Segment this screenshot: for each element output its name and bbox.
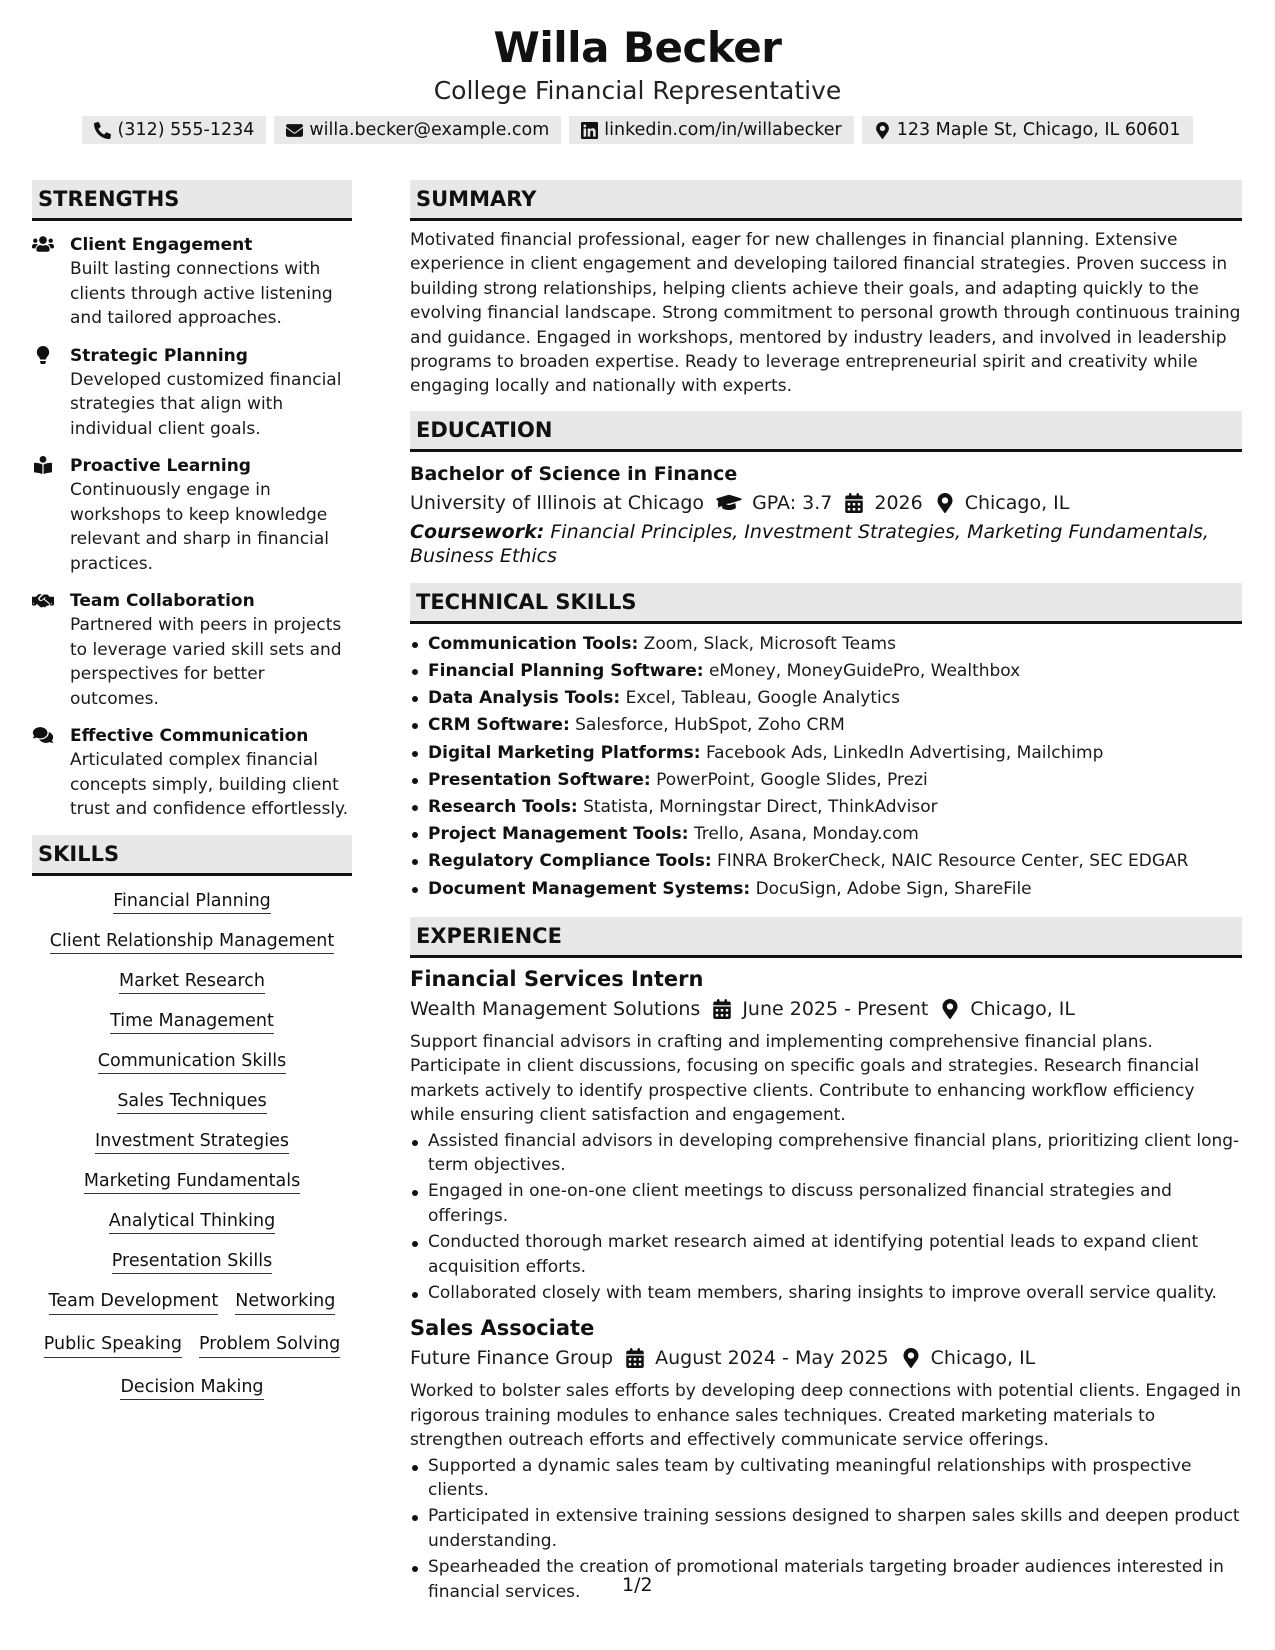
grad-year: 2026: [874, 491, 923, 514]
map-marker-icon: [901, 1348, 921, 1368]
strength-desc: Partnered with peers in projects to leverage varied skill sets and perspectives for better outcomes.: [70, 615, 342, 709]
map-marker-icon: [874, 122, 891, 139]
experience-heading: EXPERIENCE: [410, 917, 1242, 958]
job-entry: [410, 964, 1242, 1305]
tech-skill-item: [410, 767, 1242, 794]
technical-skills-heading: TECHNICAL SKILLS: [410, 583, 1242, 624]
comments-icon: [32, 726, 54, 744]
envelope-icon: [286, 122, 303, 139]
strength-title: Effective Communication: [70, 726, 309, 746]
school: University of Illinois at Chicago: [410, 491, 705, 514]
tech-skill-value: PowerPoint, Google Slides, Prezi: [656, 769, 928, 790]
summary-text: Motivated financial professional, eager for new challenges in financial planning. Extensive experience in client engagement and developing tailored financial strategies. Proven success in building strong relationships, helping clients achieve their goals, and adapting quickly to the evolving financial landscape. Strong commitment to personal growth through continuous training and guidance. Engaged in workshops, mentored by industry leaders, and involved in leadership programs to broaden expertise. Ready to leverage entrepreneurial spirit and creativity while engaging locally and nationally with experts.: [410, 230, 1241, 397]
tech-skill-label: Digital Marketing Platforms:: [428, 742, 701, 763]
tech-skill-item: [410, 821, 1242, 848]
tech-skill-item: [410, 712, 1242, 739]
right-column: [410, 180, 1242, 1606]
tech-skill-item: [410, 794, 1242, 821]
skill-tag: Investment Strategies: [95, 1131, 289, 1154]
email-text: willa.becker@example.com: [309, 120, 550, 140]
tech-skill-label: Communication Tools:: [428, 633, 639, 654]
skill-tag: Market Research: [119, 971, 265, 994]
book-reader-icon: [32, 456, 54, 474]
bullet-item: Assisted financial advisors in developing comprehensive financial plans, prioritizing client long-term objectives.: [410, 1129, 1242, 1178]
job-description: Support financial advisors in crafting and implementing comprehensive financial plans. Participate in client discussions, focusing on specific goals and strategies. Research financial markets actively to identify prospective clients. Contribute to enhancing workflow efficiency while ensuring client satisfaction and engagement.: [410, 1031, 1200, 1126]
strength-item: [32, 724, 352, 822]
job-description: Worked to bolster sales efforts by developing deep connections with potential clients. Engaged in rigorous training modules to enhance sales techniques. Created marketing materials to strengthen outreach efforts and effectively communicate service offerings.: [410, 1381, 1242, 1451]
tech-skill-label: CRM Software:: [428, 715, 570, 736]
map-marker-icon: [935, 493, 955, 513]
candidate-name: Willa Becker: [493, 23, 782, 72]
skill-tag: Time Management: [110, 1011, 274, 1034]
coursework: [410, 520, 1242, 569]
tech-skill-value: Salesforce, HubSpot, Zoho CRM: [575, 715, 845, 736]
job-bullets: [410, 1129, 1242, 1306]
graduation-cap-icon: [716, 493, 742, 513]
tech-skill-item: [410, 631, 1242, 658]
coursework-list: Financial Principles, Investment Strategies, Marketing Fundamentals, Business Ethics: [410, 520, 1209, 568]
calendar-icon: [625, 1348, 645, 1368]
skills-list: [32, 890, 352, 1398]
handshake-icon: [32, 591, 54, 609]
job-dates: August 2024 - May 2025: [655, 1347, 889, 1370]
tech-skill-value: Trello, Asana, Monday.com: [693, 824, 919, 845]
tech-skill-label: Document Management Systems:: [428, 878, 751, 899]
strength-desc: Built lasting connections with clients through active listening and tailored approaches.: [70, 259, 333, 328]
coursework-label: Coursework:: [410, 520, 545, 543]
address-text: 123 Maple St, Chicago, IL 60601: [896, 120, 1181, 140]
strength-title: Team Collaboration: [70, 591, 255, 611]
strength-desc: Developed customized financial strategies that align with individual client goals.: [70, 369, 342, 439]
tech-skill-label: Project Management Tools:: [428, 824, 689, 845]
strength-title: Proactive Learning: [70, 456, 251, 476]
tech-skill-label: Presentation Software:: [428, 769, 651, 790]
education-entry: [410, 460, 1242, 569]
contact-linkedin[interactable]: [569, 116, 853, 144]
job-location: Chicago, IL: [930, 1347, 1036, 1370]
strength-title: Strategic Planning: [70, 345, 248, 366]
summary-heading: SUMMARY: [410, 180, 1242, 221]
skill-tag: Client Relationship Management: [50, 931, 335, 954]
skill-tag: Presentation Skills: [112, 1251, 272, 1274]
resume-header: [0, 0, 1275, 144]
strength-item: [32, 344, 352, 442]
linkedin-text: linkedin.com/in/willabecker: [604, 120, 842, 140]
skill-tag: Marketing Fundamentals: [84, 1171, 300, 1194]
job-bullets: [410, 1454, 1242, 1604]
strength-desc: Articulated complex financial concepts simply, building client trust and confidence effortlessly.: [70, 750, 349, 819]
tech-skill-label: Financial Planning Software:: [428, 661, 704, 682]
left-column: [32, 180, 352, 1398]
edu-location: Chicago, IL: [964, 491, 1070, 514]
education-meta: [410, 488, 1242, 518]
skill-tag: Financial Planning: [113, 891, 271, 914]
degree: Bachelor of Science in Finance: [410, 462, 738, 485]
bullet-item: Supported a dynamic sales team by cultivating meaningful relationships with prospective clients.: [410, 1454, 1242, 1503]
bullet-item: Participated in extensive training sessions designed to sharpen sales skills and deepen product understanding.: [410, 1504, 1242, 1553]
linkedin-icon: [581, 122, 598, 139]
job-title: Financial Services Intern: [410, 966, 704, 991]
skill-tag: Public Speaking: [44, 1333, 182, 1358]
strength-item: [32, 589, 352, 711]
strength-title: Client Engagement: [70, 235, 253, 255]
education-heading: EDUCATION: [410, 411, 1242, 452]
bullet-item: Conducted thorough market research aimed at identifying potential leads to expand client acquisition efforts.: [410, 1230, 1242, 1279]
job-entry: [410, 1313, 1242, 1604]
strength-item: [32, 454, 352, 576]
strength-desc: Continuously engage in workshops to keep knowledge relevant and sharp in financial practices.: [70, 480, 329, 574]
tech-skill-item: [410, 685, 1242, 712]
tech-skill-item: [410, 658, 1242, 685]
tech-skill-value: Zoom, Slack, Microsoft Teams: [643, 633, 896, 654]
skill-tag: Sales Techniques: [117, 1091, 266, 1114]
skill-tag: Communication Skills: [98, 1051, 286, 1074]
tech-skill-item: [410, 848, 1242, 875]
contact-phone[interactable]: [82, 116, 266, 144]
skill-tag: Networking: [235, 1290, 335, 1315]
contact-address[interactable]: [862, 116, 1193, 144]
gpa: GPA: 3.7: [752, 491, 833, 514]
job-meta: [410, 994, 1242, 1024]
tech-skill-label: Data Analysis Tools:: [428, 688, 621, 709]
tech-skill-label: Research Tools:: [428, 797, 578, 818]
job-dates: June 2025 - Present: [742, 997, 929, 1020]
contact-bar: [0, 116, 1275, 144]
phone-text: (312) 555-1234: [117, 120, 255, 140]
skill-tag: Decision Making: [120, 1377, 263, 1400]
skills-heading: SKILLS: [32, 835, 352, 876]
phone-icon: [94, 122, 111, 139]
tech-skill-item: [410, 740, 1242, 767]
skill-tag: Team Development: [49, 1290, 219, 1315]
job-title: Sales Associate: [410, 1316, 595, 1341]
strengths-list: [32, 233, 352, 822]
job-meta: [410, 1343, 1242, 1373]
calendar-icon: [712, 999, 732, 1019]
tech-skill-value: FINRA BrokerCheck, NAIC Resource Center, SEC EDGAR: [717, 851, 1189, 872]
strength-item: [32, 233, 352, 331]
tech-skill-value: Facebook Ads, LinkedIn Advertising, Mailchimp: [705, 742, 1104, 763]
tech-skill-value: Excel, Tableau, Google Analytics: [625, 688, 900, 709]
contact-email[interactable]: [274, 116, 561, 144]
tech-skill-label: Regulatory Compliance Tools:: [428, 851, 712, 872]
bullet-item: Spearheaded the creation of promotional materials targeting broader audiences interested in financial services.: [410, 1555, 1242, 1604]
tech-skill-item: [410, 876, 1242, 903]
tech-skill-value: Statista, Morningstar Direct, ThinkAdvisor: [583, 797, 938, 818]
users-icon: [32, 235, 54, 253]
bullet-item: Collaborated closely with team members, sharing insights to improve overall service quality.: [410, 1281, 1242, 1305]
job-location: Chicago, IL: [970, 997, 1075, 1020]
strengths-heading: STRENGTHS: [32, 180, 352, 221]
tech-skill-value: DocuSign, Adobe Sign, ShareFile: [755, 878, 1032, 899]
bullet-item: Engaged in one-on-one client meetings to discuss personalized financial strategies and offerings.: [410, 1179, 1242, 1228]
page-number: 1/2: [622, 1574, 653, 1596]
tech-skill-value: eMoney, MoneyGuidePro, Wealthbox: [708, 661, 1021, 682]
calendar-icon: [844, 493, 864, 513]
map-marker-icon: [940, 999, 960, 1019]
company: Wealth Management Solutions: [410, 997, 701, 1020]
technical-skills-list: [410, 631, 1242, 903]
candidate-title: College Financial Representative: [433, 76, 842, 105]
company: Future Finance Group: [410, 1347, 614, 1370]
lightbulb-icon: [32, 346, 54, 364]
skill-tag: Analytical Thinking: [109, 1211, 275, 1234]
skill-tag: Problem Solving: [199, 1333, 340, 1358]
